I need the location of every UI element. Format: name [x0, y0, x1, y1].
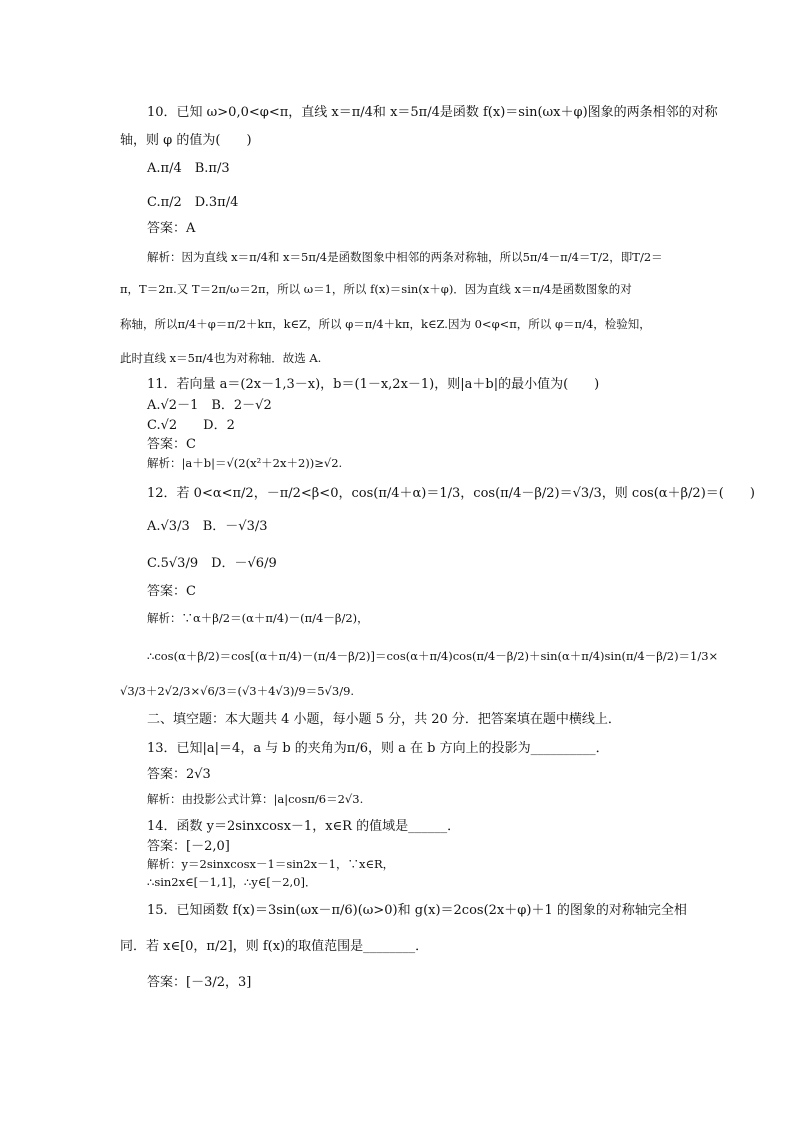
q13-answer: 答案：2√3: [147, 767, 211, 782]
q10-options-ab: A.π/4 B.π/3: [147, 161, 230, 176]
q12-explanation-line3: √3/3＋2√2/3×√6/3＝(√3＋4√3)/9＝5√3/9.: [120, 684, 355, 698]
q11-stem: 11．若向量 a＝(2x－1,3－x)，b＝(1－x,2x－1)，则|a＋b|的最小值为( ): [147, 377, 600, 392]
q10-explanation-line4: 此时直线 x＝5π/4也为对称轴．故选 A.: [120, 351, 322, 365]
q12-explanation-line1: 解析：∵α＋β/2＝(α＋π/4)－(π/4－β/2)，: [147, 611, 369, 625]
q12-answer: 答案：C: [147, 584, 196, 599]
q10-explanation-line1: 解析：因为直线 x＝π/4和 x＝5π/4是函数图象中相邻的两条对称轴，所以5π/4－π/4＝T/2，即T/2＝: [147, 250, 663, 264]
q12-options-cd: C.5√3/9 D．－√6/9: [147, 556, 277, 571]
q10-options-cd: C.π/2 D.3π/4: [147, 195, 239, 210]
q13-stem: 13．已知|a|＝4，a 与 b 的夹角为π/6，则 a 在 b 方向上的投影为__________．: [147, 741, 609, 756]
q11-answer: 答案：C: [147, 437, 196, 452]
q10-stem-line1: 10．已知 ω>0,0<φ<π，直线 x＝π/4和 x＝5π/4是函数 f(x)＝sin(ωx＋φ)图象的两条相邻的对称: [147, 105, 718, 120]
q13-explanation: 解析：由投影公式计算：|a|cosπ/6＝2√3.: [147, 792, 364, 806]
q14-stem: 14．函数 y＝2sinxcosx－1，x∈R 的值域是______．: [147, 819, 461, 834]
q10-stem-line2: 轴，则 φ 的值为( ): [120, 133, 252, 148]
q10-explanation-line3: 称轴，所以π/4＋φ＝π/2＋kπ，k∈Z，所以 φ＝π/4＋kπ，k∈Z.因为 0<φ<π，所以 φ＝π/4，检验知，: [120, 317, 651, 331]
q10-answer: 答案：A: [147, 221, 196, 236]
q15-stem-line1: 15．已知函数 f(x)＝3sin(ωx－π/6)(ω>0)和 g(x)＝2cos(2x＋φ)＋1 的图象的对称轴完全相: [147, 903, 687, 918]
q10-explanation-line2: π，T＝2π.又 T＝2π/ω＝2π，所以 ω＝1，所以 f(x)＝sin(x＋φ)．因为直线 x＝π/4是函数图象的对: [120, 282, 632, 296]
q11-explanation: 解析：|a＋b|＝√(2(x²＋2x＋2))≥√2.: [147, 456, 343, 470]
q14-explanation-line1: 解析：y＝2sinxcosx－1＝sin2x－1，∵x∈R，: [147, 857, 395, 871]
q12-explanation-line2: ∴cos(α＋β/2)＝cos[(α＋π/4)－(π/4－β/2)]＝cos(α＋π/4)cos(π/4－β/2)＋sin(α＋π/4)sin(π/4－β/2)＝1/3×: [147, 649, 719, 663]
q11-options-ab: A.√2－1 B．2－√2: [147, 398, 272, 413]
q14-explanation-line2: ∴sin2x∈[－1,1]，∴y∈[－2,0]．: [147, 875, 317, 889]
q12-options-ab: A.√3/3 B．－√3/3: [147, 519, 268, 534]
q15-answer: 答案：[－3/2，3]: [147, 975, 252, 990]
q11-options-cd: C.√2 D．2: [147, 418, 235, 433]
q14-answer: 答案：[－2,0]: [147, 839, 230, 854]
q12-stem: 12．若 0<α<π/2，－π/2<β<0，cos(π/4＋α)＝1/3，cos(π/4－β/2)＝√3/3，则 cos(α＋β/2)＝( ): [147, 486, 755, 501]
section-fill-in-heading: 二、填空题：本大题共 4 小题，每小题 5 分，共 20 分．把答案填在题中横线上．: [147, 712, 621, 727]
q15-stem-line2: 同．若 x∈[0，π/2]，则 f(x)的取值范围是________．: [120, 939, 429, 954]
